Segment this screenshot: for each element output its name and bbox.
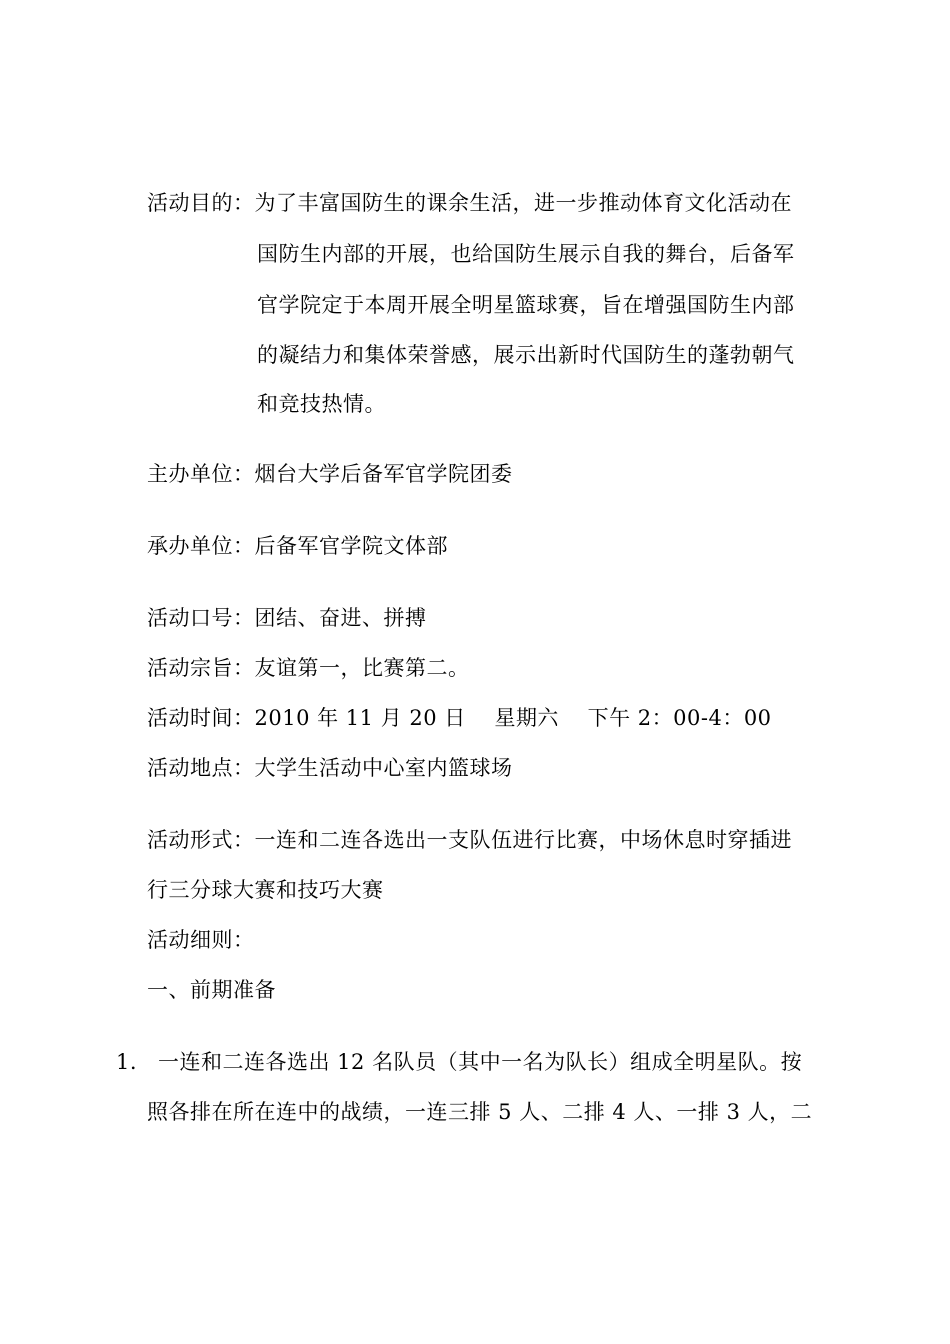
item-one-line-1: 一连和二连各选出 12 名队员（其中一名为队长）组成全明星队。按 <box>158 1050 803 1074</box>
purpose-label: 活动目的： <box>147 191 255 215</box>
item-one-number: 1. <box>116 1050 138 1074</box>
purpose-line-1 <box>147 188 792 218</box>
section-heading-one: 一、前期准备 <box>147 978 276 1002</box>
purpose-line-5: 和竞技热情。 <box>257 392 386 416</box>
undertaker-line: 承办单位：后备军官学院文体部 <box>147 534 448 558</box>
location-line: 活动地点：大学生活动中心室内篮球场 <box>147 756 513 780</box>
form-line-2: 行三分球大赛和技巧大赛 <box>147 878 384 902</box>
purpose-line-2: 国防生内部的开展，也给国防生展示自我的舞台，后备军 <box>257 242 795 266</box>
purpose-line-4: 的凝结力和集体荣誉感，展示出新时代国防生的蓬勃朝气 <box>257 343 795 367</box>
purpose-line-3: 官学院定于本周开展全明星篮球赛，旨在增强国防生内部 <box>257 293 795 317</box>
slogan-line: 活动口号：团结、奋进、拼搏 <box>147 606 427 630</box>
form-line-1: 活动形式：一连和二连各选出一支队伍进行比赛，中场休息时穿插进 <box>147 828 792 852</box>
tenet-line: 活动宗旨：友谊第一，比赛第二。 <box>147 656 470 680</box>
item-one-line-2: 照各排在所在连中的战绩，一连三排 5 人、二排 4 人、一排 3 人，二 <box>147 1100 813 1124</box>
time-line: 活动时间：2010 年 11 月 20 日 星期六 下午 2：00-4：00 <box>147 706 772 730</box>
organizer-line: 主办单位：烟台大学后备军官学院团委 <box>147 462 513 486</box>
details-label: 活动细则： <box>147 928 255 952</box>
purpose-text-1: 为了丰富国防生的课余生活，进一步推动体育文化活动在 <box>254 191 792 215</box>
